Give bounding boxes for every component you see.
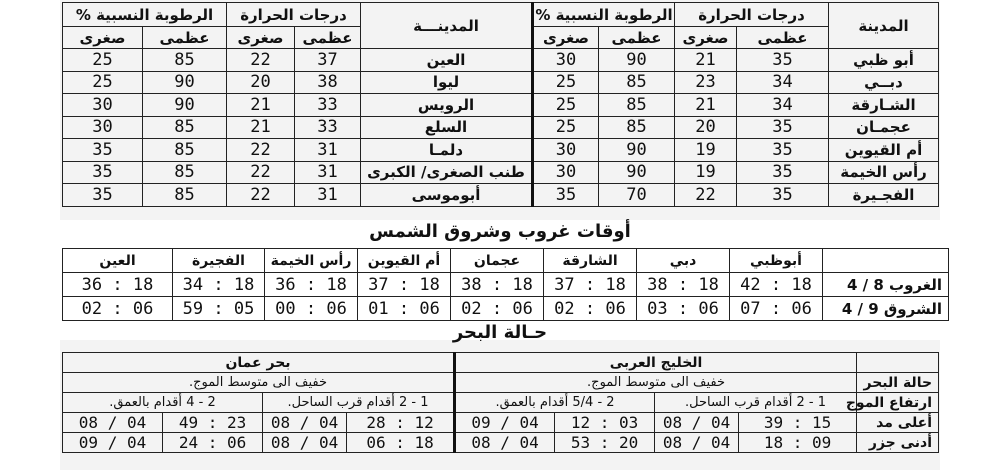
- temp-min-cell: 20: [675, 116, 737, 139]
- max-header: عظمى: [143, 27, 227, 49]
- sunset-time: 18 : 37: [358, 273, 451, 297]
- city-name-cell: عجمـان: [829, 116, 939, 139]
- high-tide-label: أعلى مد: [857, 413, 939, 433]
- low-tide-time: 18 : 06: [347, 433, 455, 453]
- sun-city-header: أبوظبي: [730, 249, 823, 273]
- sun-city-header: الشارقة: [544, 249, 637, 273]
- low-tide-label: أدنى جزر: [857, 433, 939, 453]
- temp-min-cell: 22: [675, 184, 737, 207]
- temp-min-cell: 20: [227, 71, 295, 94]
- humidity-min-cell: 30: [533, 139, 599, 162]
- sunrise-time: 06 : 01: [358, 297, 451, 321]
- humidity-max-cell: 90: [143, 94, 227, 117]
- city-header: المدينة: [829, 3, 939, 49]
- min-header: صغرى: [533, 27, 599, 49]
- humidity-max-cell: 85: [143, 184, 227, 207]
- temp-min-cell: 19: [675, 139, 737, 162]
- temp-min-cell: 22: [227, 161, 295, 184]
- min-header: صغرى: [63, 27, 143, 49]
- city-name-cell: أبو ظبي: [829, 49, 939, 72]
- sunrise-time: 06 : 00: [265, 297, 358, 321]
- temp-header-2: درجات الحرارة: [227, 3, 361, 27]
- table-row: [63, 49, 939, 72]
- city-name-cell: طنب الصغرى/ الكبرى: [361, 161, 533, 184]
- temp-min-cell: 23: [675, 71, 737, 94]
- max-header: عظمى: [295, 27, 361, 49]
- sea-section-title: حـالة البحر: [452, 322, 548, 343]
- temp-max-cell: 33: [295, 94, 361, 117]
- sun-city-header: العين: [63, 249, 173, 273]
- city-name-cell: ليوا: [361, 71, 533, 94]
- sunset-time: 18 : 38: [637, 273, 730, 297]
- temp-min-cell: 21: [675, 49, 737, 72]
- high-tide-date: 04 / 08: [655, 413, 739, 433]
- humidity-min-cell: 30: [63, 94, 143, 117]
- sea-corner-cell: [857, 353, 939, 373]
- city-name-cell: العين: [361, 49, 533, 72]
- humidity-min-cell: 35: [533, 184, 599, 207]
- city-name-cell: دبــي: [829, 71, 939, 94]
- temp-max-cell: 35: [737, 116, 829, 139]
- temp-min-cell: 21: [227, 116, 295, 139]
- sun-corner-cell: [823, 249, 949, 273]
- oman-wave-shore: 1 - 2 أقدام قرب الساحل.: [263, 393, 455, 413]
- sun-city-header: رأس الخيمة: [265, 249, 358, 273]
- min-header: صغرى: [227, 27, 295, 49]
- humidity-min-cell: 35: [63, 184, 143, 207]
- humidity-max-cell: 85: [599, 116, 675, 139]
- humidity-header-2: الرطوبة النسبية %: [63, 3, 227, 27]
- humidity-max-cell: 85: [143, 116, 227, 139]
- low-tide-date: 04 / 08: [263, 433, 347, 453]
- sunrise-label: الشروق 9 / 4: [823, 297, 949, 321]
- city-name-cell: الشـارقة: [829, 94, 939, 117]
- city-name-cell: رأس الخيمة: [829, 161, 939, 184]
- low-tide-time: 06 : 24: [163, 433, 263, 453]
- table-row: [63, 94, 939, 117]
- humidity-min-cell: 25: [63, 71, 143, 94]
- high-tide-date: 04 / 08: [63, 413, 163, 433]
- humidity-min-cell: 35: [63, 139, 143, 162]
- sunset-time: 18 : 36: [265, 273, 358, 297]
- temp-max-cell: 31: [295, 139, 361, 162]
- sea-state-label: حالة البحر: [857, 373, 939, 393]
- humidity-min-cell: 30: [533, 161, 599, 184]
- weather-table: [62, 2, 939, 207]
- high-tide-time: 03 : 12: [555, 413, 655, 433]
- temp-max-cell: 31: [295, 161, 361, 184]
- table-row: [63, 116, 939, 139]
- temp-max-cell: 31: [295, 184, 361, 207]
- city-name-cell: دلمـا: [361, 139, 533, 162]
- sea-table: [62, 352, 939, 453]
- high-tide-time: 23 : 49: [163, 413, 263, 433]
- city-name-cell: أم القيوين: [829, 139, 939, 162]
- humidity-min-cell: 25: [533, 94, 599, 117]
- temp-min-cell: 22: [227, 139, 295, 162]
- temp-max-cell: 35: [737, 139, 829, 162]
- temp-min-cell: 19: [675, 161, 737, 184]
- humidity-max-cell: 85: [599, 71, 675, 94]
- low-tide-time: 20 : 53: [555, 433, 655, 453]
- temp-max-cell: 35: [737, 49, 829, 72]
- temp-min-cell: 21: [675, 94, 737, 117]
- temp-min-cell: 22: [227, 184, 295, 207]
- high-tide-date: 04 / 08: [263, 413, 347, 433]
- sunrise-time: 05 : 59: [173, 297, 265, 321]
- sun-section-title: أوقات غروب وشروق الشمس: [369, 221, 631, 242]
- city-name-cell: السلع: [361, 116, 533, 139]
- low-tide-date: 04 / 09: [63, 433, 163, 453]
- sun-city-header: الفجيرة: [173, 249, 265, 273]
- sun-city-header: دبي: [637, 249, 730, 273]
- oman-state: خفيف الى متوسط الموج.: [63, 373, 455, 393]
- low-tide-time: 09 : 18: [739, 433, 857, 453]
- humidity-min-cell: 30: [533, 49, 599, 72]
- city-name-cell: الفجـيرة: [829, 184, 939, 207]
- sunrise-time: 06 : 03: [637, 297, 730, 321]
- table-row: [63, 161, 939, 184]
- table-row: [63, 184, 939, 207]
- city-header-2: المدينـــة: [361, 3, 533, 49]
- humidity-max-cell: 70: [599, 184, 675, 207]
- sun-city-header: عجمان: [451, 249, 544, 273]
- temp-max-cell: 33: [295, 116, 361, 139]
- max-header: عظمى: [737, 27, 829, 49]
- gulf-wave-deep: 2 - 5/4 أقدام بالعمق.: [455, 393, 655, 413]
- table-row: [63, 71, 939, 94]
- temp-header: درجات الحرارة: [675, 3, 829, 27]
- sun-city-header: أم القيوين: [358, 249, 451, 273]
- sunset-time: 18 : 34: [173, 273, 265, 297]
- sunset-time: 18 : 36: [63, 273, 173, 297]
- min-header: صغرى: [675, 27, 737, 49]
- temp-max-cell: 37: [295, 49, 361, 72]
- gulf-state: خفيف الى متوسط الموج.: [455, 373, 857, 393]
- sunrise-time: 06 : 02: [544, 297, 637, 321]
- high-tide-time: 15 : 39: [739, 413, 857, 433]
- oman-header: بحر عمان: [63, 353, 455, 373]
- humidity-min-cell: 25: [63, 49, 143, 72]
- temp-max-cell: 35: [737, 184, 829, 207]
- humidity-max-cell: 85: [599, 94, 675, 117]
- humidity-max-cell: 85: [143, 49, 227, 72]
- humidity-max-cell: 85: [143, 161, 227, 184]
- temp-min-cell: 22: [227, 49, 295, 72]
- humidity-max-cell: 90: [143, 71, 227, 94]
- oman-wave-deep: 2 - 4 أقدام بالعمق.: [63, 393, 263, 413]
- humidity-min-cell: 30: [63, 116, 143, 139]
- humidity-min-cell: 25: [533, 71, 599, 94]
- gulf-header: الخليج العربى: [455, 353, 857, 373]
- city-name-cell: أبوموسى: [361, 184, 533, 207]
- high-tide-time: 12 : 28: [347, 413, 455, 433]
- sunset-time: 18 : 37: [544, 273, 637, 297]
- humidity-max-cell: 90: [599, 161, 675, 184]
- city-name-cell: الرويس: [361, 94, 533, 117]
- sunset-time: 18 : 38: [451, 273, 544, 297]
- temp-max-cell: 34: [737, 71, 829, 94]
- humidity-min-cell: 35: [63, 161, 143, 184]
- humidity-max-cell: 85: [143, 139, 227, 162]
- wave-height-label: ارتفاع الموج: [857, 393, 939, 413]
- high-tide-date: 04 / 09: [455, 413, 555, 433]
- sun-table: [62, 248, 949, 321]
- table-row: [63, 139, 939, 162]
- humidity-header: الرطوبة النسبية %: [533, 3, 675, 27]
- temp-min-cell: 21: [227, 94, 295, 117]
- sunrise-time: 06 : 02: [451, 297, 544, 321]
- temp-max-cell: 35: [737, 161, 829, 184]
- sunrise-time: 06 : 07: [730, 297, 823, 321]
- low-tide-date: 04 / 08: [655, 433, 739, 453]
- temp-max-cell: 34: [737, 94, 829, 117]
- temp-max-cell: 38: [295, 71, 361, 94]
- humidity-max-cell: 90: [599, 139, 675, 162]
- max-header: عظمى: [599, 27, 675, 49]
- humidity-max-cell: 90: [599, 49, 675, 72]
- sunset-time: 18 : 42: [730, 273, 823, 297]
- sunset-label: الغروب 8 / 4: [823, 273, 949, 297]
- gulf-wave-shore: 1 - 2 أقدام قرب الساحل.: [655, 393, 857, 413]
- low-tide-date: 04 / 08: [455, 433, 555, 453]
- sunrise-time: 06 : 02: [63, 297, 173, 321]
- humidity-min-cell: 25: [533, 116, 599, 139]
